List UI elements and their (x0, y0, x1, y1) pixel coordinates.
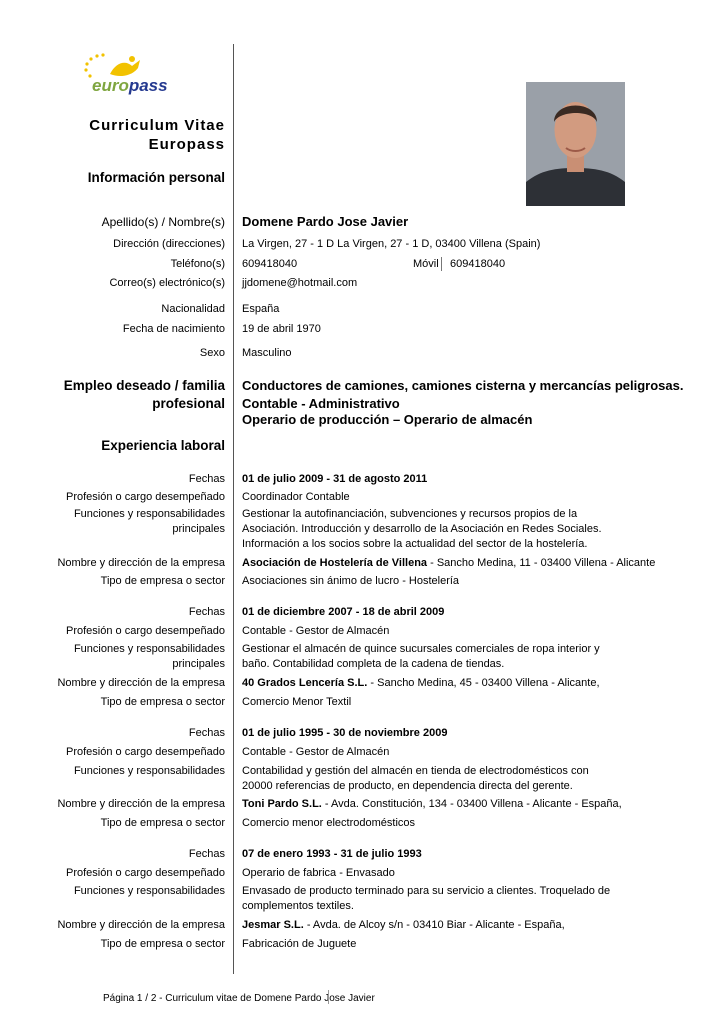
desired-job-heading-line1: Empleo deseado / familia (63, 378, 225, 393)
job3-employer-address: - Avda. Constitución, 134 - 03400 Villena - Alicante - España, (321, 798, 622, 810)
job2-duties-label-line2: principales (172, 658, 225, 670)
column-divider (233, 44, 234, 974)
job2-employer-address: - Sancho Medina, 45 - 03400 Villena - Alicante, (367, 677, 600, 689)
job4-employer-address: - Avda. de Alcoy s/n - 03410 Biar - Alicante - España, (303, 919, 565, 931)
job1-dates-label: Fechas (188, 473, 225, 485)
job2-dates-label: Fechas (188, 606, 225, 618)
mobile-label: Móvil (413, 258, 439, 270)
page-footer: Página 1 / 2 - Curriculum vitae de Domene Pardo Jose Javier (103, 993, 375, 1004)
experience-section-heading: Experiencia laboral (101, 438, 225, 453)
job3-dates-label: Fechas (188, 727, 225, 739)
sex-value: Masculino (242, 347, 292, 359)
nationality-value: España (242, 303, 280, 315)
cv-title-line2: Europass (148, 136, 225, 153)
mobile-value: 609418040 (450, 258, 506, 270)
profile-photo (526, 82, 625, 206)
birth-label: Fecha de nacimiento (122, 323, 225, 335)
job3-employer-name: Toni Pardo S.L. (242, 798, 322, 810)
job1-duties-label-line1: Funciones y responsabilidades (73, 508, 225, 520)
personal-section-heading: Información personal (87, 170, 225, 185)
job4-sector-label: Tipo de empresa o sector (100, 938, 225, 950)
sex-label: Sexo (199, 347, 225, 359)
job3-duties-label: Funciones y responsabilidades (73, 765, 225, 777)
desired-job-line3: Operario de producción – Operario de almacén (242, 412, 533, 427)
job3-dates: 01 de julio 1995 - 30 de noviembre 2009 (242, 727, 448, 739)
job2-employer-name: 40 Grados Lencería S.L. (242, 677, 368, 689)
job4-employer-name: Jesmar S.L. (242, 919, 304, 931)
phone-value: 609418040 (242, 258, 298, 270)
job3-duties: Contabilidad y gestión del almacén en tienda de electrodomésticos con 20000 referencias de producto, en dependencia directa del gerente. (242, 765, 589, 792)
job1-sector-label: Tipo de empresa o sector (100, 575, 225, 587)
job4-sector: Fabricación de Juguete (242, 938, 357, 950)
job3-position-label: Profesión o cargo desempeñado (66, 746, 225, 758)
job4-duties: Envasado de producto terminado para su servicio a clientes. Troquelado de complementos textiles. (242, 885, 611, 912)
job1-sector: Asociaciones sin ánimo de lucro - Hostelería (242, 575, 460, 587)
job2-employer-label: Nombre y dirección de la empresa (57, 677, 225, 689)
job4-position: Operario de fabrica - Envasado (242, 867, 395, 879)
job1-employer-name: Asociación de Hostelería de Villena (242, 557, 428, 569)
job1-employer-label: Nombre y dirección de la empresa (57, 557, 225, 569)
email-label: Correo(s) electrónico(s) (109, 277, 225, 289)
address-value: La Virgen, 27 - 1 D La Virgen, 27 - 1 D, 03400 Villena (Spain) (242, 238, 541, 250)
job2-sector-label: Tipo de empresa o sector (100, 696, 225, 708)
job2-position: Contable - Gestor de Almacén (242, 625, 390, 637)
desired-job-line1: Conductores de camiones, camiones cisterna y mercancías peligrosas. (242, 378, 684, 393)
job1-employer-address: - Sancho Medina, 11 - 03400 Villena - Alicante (427, 557, 656, 569)
job3-employer-label: Nombre y dirección de la empresa (57, 798, 225, 810)
logo-pass: pass (128, 76, 168, 95)
job2-dates: 01 de diciembre 2007 - 18 de abril 2009 (242, 606, 445, 618)
job1-position-label: Profesión o cargo desempeñado (66, 491, 225, 503)
name-label: Apellido(s) / Nombre(s) (101, 215, 225, 229)
logo-euro: euro (92, 76, 129, 95)
europass-logo (80, 52, 176, 104)
job1-position: Coordinador Contable (242, 491, 350, 503)
job2-position-label: Profesión o cargo desempeñado (66, 625, 225, 637)
job4-position-label: Profesión o cargo desempeñado (66, 867, 225, 879)
desired-job-line2: Contable - Administrativo (242, 396, 400, 411)
job4-employer (242, 918, 565, 932)
job3-employer (242, 797, 622, 811)
job2-duties: Gestionar el almacén de quince sucursales comerciales de ropa interior y baño. Contabilidad completa de la cadena de tiendas. (242, 643, 600, 670)
job1-duties: Gestionar la autofinanciación, subvenciones y recursos propios de la Asociación. Introducción y desarrollo de la Asociación en Redes Sociales. Información a los socios sobre la actualidad del sector de la hostelería. (242, 508, 602, 550)
job3-sector-label: Tipo de empresa o sector (100, 817, 225, 829)
nationality-label: Nacionalidad (161, 303, 225, 315)
job1-dates: 01 de julio 2009 - 31 de agosto 2011 (242, 473, 428, 485)
job1-employer (242, 556, 655, 570)
job2-employer (242, 676, 600, 690)
job4-dates: 07 de enero 1993 - 31 de julio 1993 (242, 848, 422, 860)
job2-duties-label-line1: Funciones y responsabilidades (73, 643, 225, 655)
email-value: jjdomene@hotmail.com (242, 277, 358, 289)
phone-label: Teléfono(s) (170, 258, 225, 270)
job2-sector: Comercio Menor Textil (242, 696, 352, 708)
job4-dates-label: Fechas (188, 848, 225, 860)
full-name: Domene Pardo Jose Javier (242, 214, 409, 229)
mobile-separator (441, 257, 442, 271)
address-label: Dirección (direcciones) (113, 238, 225, 250)
cv-title-line1: Curriculum Vitae (89, 117, 225, 134)
job4-employer-label: Nombre y dirección de la empresa (57, 919, 225, 931)
job3-position: Contable - Gestor de Almacén (242, 746, 390, 758)
footer-separator (328, 990, 329, 1004)
birth-value: 19 de abril 1970 (242, 323, 321, 335)
job1-duties-label-line2: principales (172, 523, 225, 535)
job3-sector: Comercio menor electrodomésticos (242, 817, 416, 829)
desired-job-heading-line2: profesional (152, 396, 225, 411)
job4-duties-label: Funciones y responsabilidades (73, 885, 225, 897)
